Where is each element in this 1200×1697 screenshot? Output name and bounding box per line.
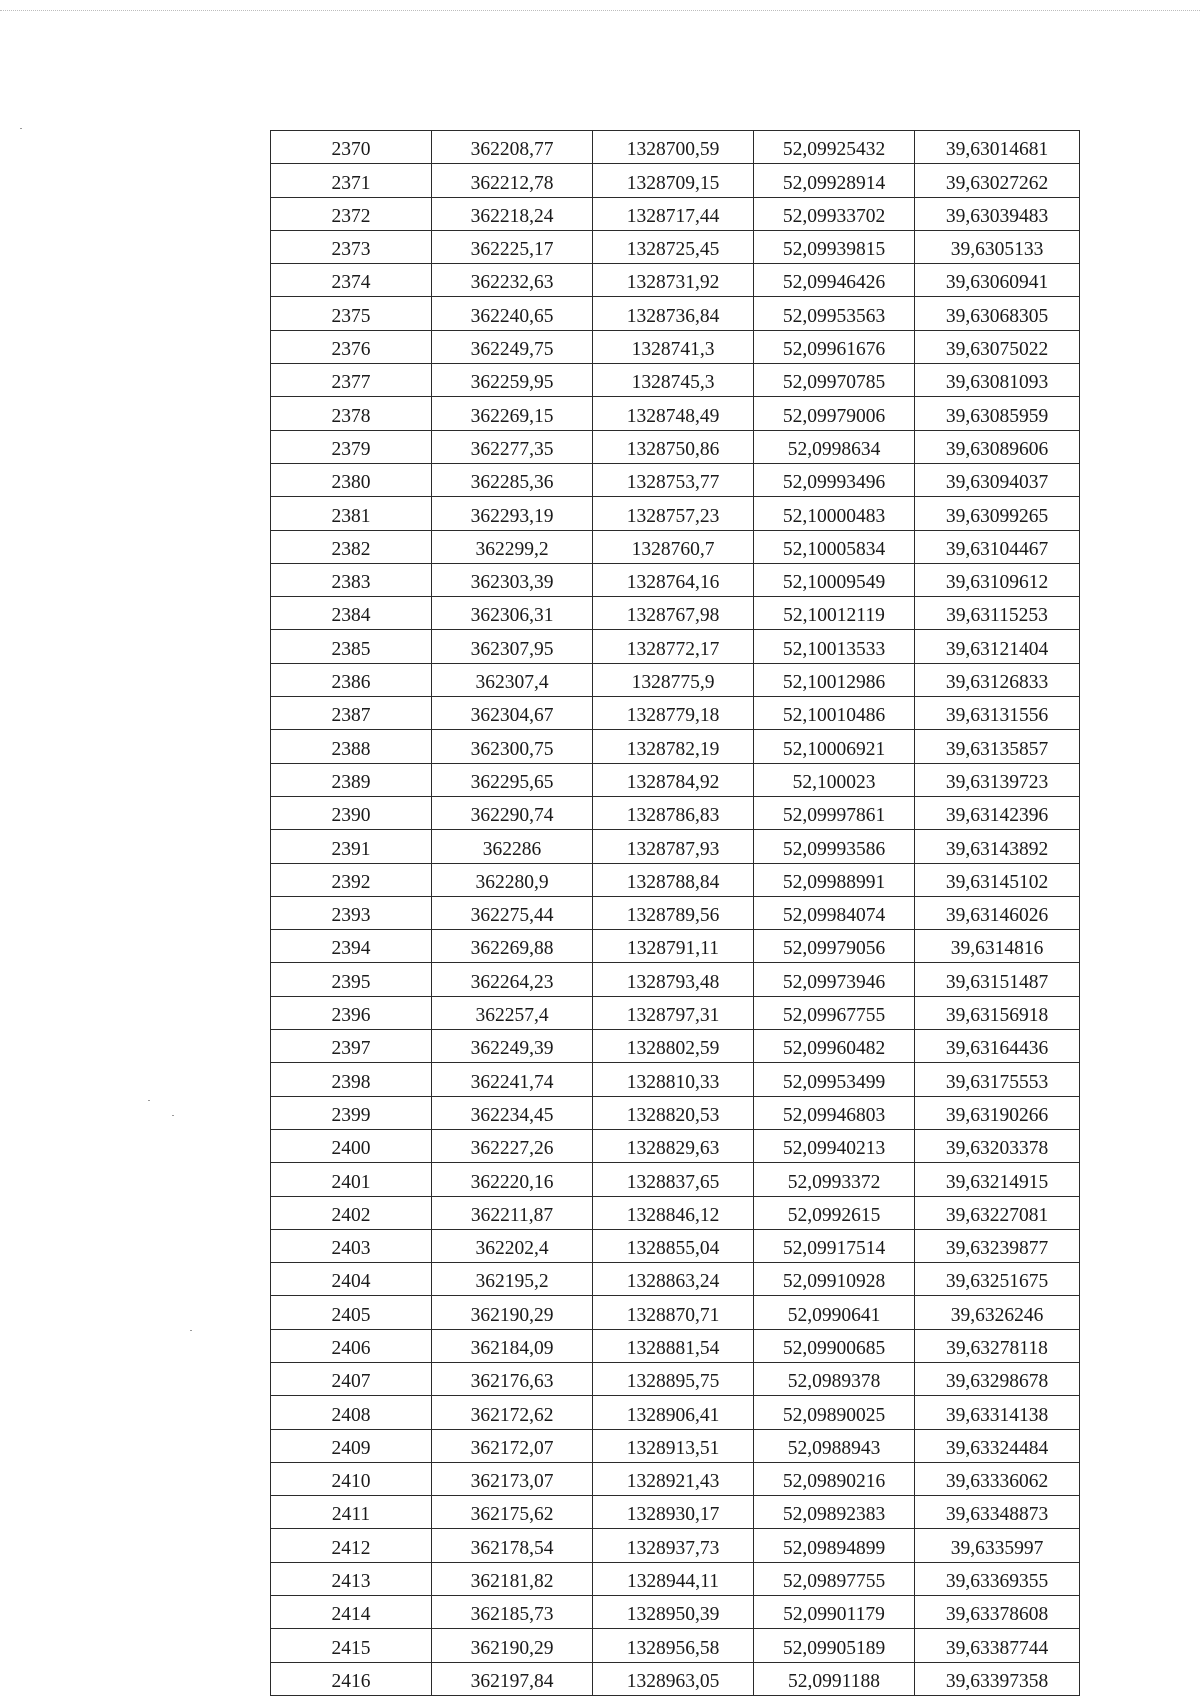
longitude-cell: 39,63094037	[915, 463, 1080, 496]
point-number-cell: 2415	[271, 1629, 432, 1662]
table-row	[271, 896, 1080, 929]
point-number-cell: 2403	[271, 1229, 432, 1262]
latitude-cell: 52,10006921	[754, 730, 915, 763]
table-row	[271, 330, 1080, 363]
latitude-cell: 52,09967755	[754, 996, 915, 1029]
y-coordinate-cell: 1328944,11	[593, 1562, 754, 1595]
table-row	[271, 597, 1080, 630]
point-number-cell: 2410	[271, 1462, 432, 1495]
x-coordinate-cell: 362307,4	[432, 663, 593, 696]
point-number-cell: 2398	[271, 1063, 432, 1096]
table-row	[271, 1596, 1080, 1629]
x-coordinate-cell: 362234,45	[432, 1096, 593, 1129]
x-coordinate-cell: 362290,74	[432, 796, 593, 829]
x-coordinate-cell: 362257,4	[432, 996, 593, 1029]
table-row	[271, 830, 1080, 863]
y-coordinate-cell: 1328937,73	[593, 1529, 754, 1562]
table-row	[271, 1229, 1080, 1262]
longitude-cell: 39,63109612	[915, 563, 1080, 596]
longitude-cell: 39,63214915	[915, 1163, 1080, 1196]
table-row	[271, 697, 1080, 730]
latitude-cell: 52,09979056	[754, 930, 915, 963]
latitude-cell: 52,09890025	[754, 1396, 915, 1429]
latitude-cell: 52,09993496	[754, 463, 915, 496]
longitude-cell: 39,63298678	[915, 1362, 1080, 1395]
latitude-cell: 52,09939815	[754, 230, 915, 263]
longitude-cell: 39,63135857	[915, 730, 1080, 763]
y-coordinate-cell: 1328870,71	[593, 1296, 754, 1329]
x-coordinate-cell: 362304,67	[432, 697, 593, 730]
scan-speck	[172, 1115, 174, 1116]
table-row	[271, 164, 1080, 197]
x-coordinate-cell: 362307,95	[432, 630, 593, 663]
point-number-cell: 2377	[271, 364, 432, 397]
point-number-cell: 2400	[271, 1129, 432, 1162]
latitude-cell: 52,0992615	[754, 1196, 915, 1229]
x-coordinate-cell: 362185,73	[432, 1596, 593, 1629]
latitude-cell: 52,09953499	[754, 1063, 915, 1096]
table-row	[271, 1362, 1080, 1395]
y-coordinate-cell: 1328717,44	[593, 197, 754, 230]
y-coordinate-cell: 1328782,19	[593, 730, 754, 763]
scan-edge-line	[0, 10, 1200, 11]
x-coordinate-cell: 362190,29	[432, 1629, 593, 1662]
longitude-cell: 39,63146026	[915, 896, 1080, 929]
point-number-cell: 2376	[271, 330, 432, 363]
coordinates-table-body	[271, 131, 1080, 1696]
y-coordinate-cell: 1328779,18	[593, 697, 754, 730]
x-coordinate-cell: 362269,15	[432, 397, 593, 430]
y-coordinate-cell: 1328784,92	[593, 763, 754, 796]
latitude-cell: 52,09905189	[754, 1629, 915, 1662]
longitude-cell: 39,63068305	[915, 297, 1080, 330]
longitude-cell: 39,63278118	[915, 1329, 1080, 1362]
y-coordinate-cell: 1328748,49	[593, 397, 754, 430]
table-row	[271, 796, 1080, 829]
latitude-cell: 52,09892383	[754, 1496, 915, 1529]
point-number-cell: 2406	[271, 1329, 432, 1362]
longitude-cell: 39,63203378	[915, 1129, 1080, 1162]
y-coordinate-cell: 1328863,24	[593, 1263, 754, 1296]
longitude-cell: 39,63104467	[915, 530, 1080, 563]
x-coordinate-cell: 362212,78	[432, 164, 593, 197]
table-row	[271, 1163, 1080, 1196]
latitude-cell: 52,09900685	[754, 1329, 915, 1362]
table-row	[271, 1129, 1080, 1162]
table-row	[271, 197, 1080, 230]
y-coordinate-cell: 1328725,45	[593, 230, 754, 263]
coordinates-table	[270, 130, 1080, 1696]
table-row	[271, 1462, 1080, 1495]
longitude-cell: 39,63081093	[915, 364, 1080, 397]
longitude-cell: 39,63369355	[915, 1562, 1080, 1595]
point-number-cell: 2374	[271, 264, 432, 297]
y-coordinate-cell: 1328802,59	[593, 1030, 754, 1063]
point-number-cell: 2402	[271, 1196, 432, 1229]
longitude-cell: 39,63075022	[915, 330, 1080, 363]
y-coordinate-cell: 1328709,15	[593, 164, 754, 197]
y-coordinate-cell: 1328757,23	[593, 497, 754, 530]
y-coordinate-cell: 1328791,11	[593, 930, 754, 963]
y-coordinate-cell: 1328797,31	[593, 996, 754, 1029]
x-coordinate-cell: 362211,87	[432, 1196, 593, 1229]
x-coordinate-cell: 362269,88	[432, 930, 593, 963]
table-row	[271, 463, 1080, 496]
x-coordinate-cell: 362303,39	[432, 563, 593, 596]
point-number-cell: 2394	[271, 930, 432, 963]
latitude-cell: 52,09917514	[754, 1229, 915, 1262]
point-number-cell: 2370	[271, 131, 432, 164]
longitude-cell: 39,63190266	[915, 1096, 1080, 1129]
x-coordinate-cell: 362275,44	[432, 896, 593, 929]
x-coordinate-cell: 362259,95	[432, 364, 593, 397]
scan-speck	[190, 1330, 192, 1331]
x-coordinate-cell: 362249,75	[432, 330, 593, 363]
x-coordinate-cell: 362202,4	[432, 1229, 593, 1262]
y-coordinate-cell: 1328731,92	[593, 264, 754, 297]
y-coordinate-cell: 1328760,7	[593, 530, 754, 563]
table-row	[271, 297, 1080, 330]
table-row	[271, 1496, 1080, 1529]
x-coordinate-cell: 362300,75	[432, 730, 593, 763]
table-row	[271, 1329, 1080, 1362]
table-row	[271, 1096, 1080, 1129]
y-coordinate-cell: 1328787,93	[593, 830, 754, 863]
point-number-cell: 2388	[271, 730, 432, 763]
longitude-cell: 39,63145102	[915, 863, 1080, 896]
y-coordinate-cell: 1328786,83	[593, 796, 754, 829]
latitude-cell: 52,0988943	[754, 1429, 915, 1462]
x-coordinate-cell: 362190,29	[432, 1296, 593, 1329]
point-number-cell: 2396	[271, 996, 432, 1029]
point-number-cell: 2375	[271, 297, 432, 330]
latitude-cell: 52,09946426	[754, 264, 915, 297]
latitude-cell: 52,10012986	[754, 663, 915, 696]
longitude-cell: 39,63175553	[915, 1063, 1080, 1096]
x-coordinate-cell: 362220,16	[432, 1163, 593, 1196]
longitude-cell: 39,6326246	[915, 1296, 1080, 1329]
table-row	[271, 1662, 1080, 1695]
x-coordinate-cell: 362173,07	[432, 1462, 593, 1495]
x-coordinate-cell: 362285,36	[432, 463, 593, 496]
latitude-cell: 52,09960482	[754, 1030, 915, 1063]
longitude-cell: 39,63039483	[915, 197, 1080, 230]
table-row	[271, 1396, 1080, 1429]
x-coordinate-cell: 362232,63	[432, 264, 593, 297]
latitude-cell: 52,09946803	[754, 1096, 915, 1129]
point-number-cell: 2401	[271, 1163, 432, 1196]
longitude-cell: 39,63089606	[915, 430, 1080, 463]
latitude-cell: 52,09894899	[754, 1529, 915, 1562]
point-number-cell: 2382	[271, 530, 432, 563]
x-coordinate-cell: 362264,23	[432, 963, 593, 996]
longitude-cell: 39,6335997	[915, 1529, 1080, 1562]
y-coordinate-cell: 1328829,63	[593, 1129, 754, 1162]
point-number-cell: 2383	[271, 563, 432, 596]
longitude-cell: 39,63336062	[915, 1462, 1080, 1495]
x-coordinate-cell: 362178,54	[432, 1529, 593, 1562]
point-number-cell: 2407	[271, 1362, 432, 1395]
x-coordinate-cell: 362176,63	[432, 1362, 593, 1395]
y-coordinate-cell: 1328930,17	[593, 1496, 754, 1529]
x-coordinate-cell: 362218,24	[432, 197, 593, 230]
latitude-cell: 52,09988991	[754, 863, 915, 896]
y-coordinate-cell: 1328772,17	[593, 630, 754, 663]
table-row	[271, 1629, 1080, 1662]
x-coordinate-cell: 362241,74	[432, 1063, 593, 1096]
longitude-cell: 39,63164436	[915, 1030, 1080, 1063]
latitude-cell: 52,10012119	[754, 597, 915, 630]
longitude-cell: 39,6305133	[915, 230, 1080, 263]
table-row	[271, 630, 1080, 663]
latitude-cell: 52,0998634	[754, 430, 915, 463]
table-row	[271, 563, 1080, 596]
table-row	[271, 397, 1080, 430]
longitude-cell: 39,63397358	[915, 1662, 1080, 1695]
latitude-cell: 52,09970785	[754, 364, 915, 397]
latitude-cell: 52,09925432	[754, 131, 915, 164]
latitude-cell: 52,100023	[754, 763, 915, 796]
table-row	[271, 1063, 1080, 1096]
y-coordinate-cell: 1328846,12	[593, 1196, 754, 1229]
latitude-cell: 52,09984074	[754, 896, 915, 929]
y-coordinate-cell: 1328745,3	[593, 364, 754, 397]
x-coordinate-cell: 362225,17	[432, 230, 593, 263]
latitude-cell: 52,10013533	[754, 630, 915, 663]
scan-speck	[20, 128, 22, 129]
x-coordinate-cell: 362280,9	[432, 863, 593, 896]
table-row	[271, 963, 1080, 996]
point-number-cell: 2378	[271, 397, 432, 430]
latitude-cell: 52,0989378	[754, 1362, 915, 1395]
longitude-cell: 39,63099265	[915, 497, 1080, 530]
point-number-cell: 2412	[271, 1529, 432, 1562]
x-coordinate-cell: 362208,77	[432, 131, 593, 164]
longitude-cell: 39,63314138	[915, 1396, 1080, 1429]
x-coordinate-cell: 362195,2	[432, 1263, 593, 1296]
latitude-cell: 52,09928914	[754, 164, 915, 197]
point-number-cell: 2411	[271, 1496, 432, 1529]
y-coordinate-cell: 1328963,05	[593, 1662, 754, 1695]
y-coordinate-cell: 1328913,51	[593, 1429, 754, 1462]
longitude-cell: 39,63142396	[915, 796, 1080, 829]
x-coordinate-cell: 362299,2	[432, 530, 593, 563]
latitude-cell: 52,0990641	[754, 1296, 915, 1329]
y-coordinate-cell: 1328750,86	[593, 430, 754, 463]
y-coordinate-cell: 1328855,04	[593, 1229, 754, 1262]
y-coordinate-cell: 1328700,59	[593, 131, 754, 164]
table-row	[271, 663, 1080, 696]
point-number-cell: 2387	[271, 697, 432, 730]
x-coordinate-cell: 362293,19	[432, 497, 593, 530]
latitude-cell: 52,10000483	[754, 497, 915, 530]
table-row	[271, 863, 1080, 896]
table-row	[271, 430, 1080, 463]
y-coordinate-cell: 1328895,75	[593, 1362, 754, 1395]
longitude-cell: 39,63115253	[915, 597, 1080, 630]
y-coordinate-cell: 1328753,77	[593, 463, 754, 496]
point-number-cell: 2372	[271, 197, 432, 230]
x-coordinate-cell: 362227,26	[432, 1129, 593, 1162]
y-coordinate-cell: 1328921,43	[593, 1462, 754, 1495]
longitude-cell: 39,63156918	[915, 996, 1080, 1029]
table-row	[271, 364, 1080, 397]
longitude-cell: 39,63239877	[915, 1229, 1080, 1262]
point-number-cell: 2371	[271, 164, 432, 197]
latitude-cell: 52,09993586	[754, 830, 915, 863]
table-row	[271, 230, 1080, 263]
table-row	[271, 1296, 1080, 1329]
longitude-cell: 39,63121404	[915, 630, 1080, 663]
table-row	[271, 930, 1080, 963]
x-coordinate-cell: 362175,62	[432, 1496, 593, 1529]
latitude-cell: 52,09901179	[754, 1596, 915, 1629]
point-number-cell: 2391	[271, 830, 432, 863]
point-number-cell: 2414	[271, 1596, 432, 1629]
y-coordinate-cell: 1328950,39	[593, 1596, 754, 1629]
x-coordinate-cell: 362172,62	[432, 1396, 593, 1429]
x-coordinate-cell: 362184,09	[432, 1329, 593, 1362]
latitude-cell: 52,09897755	[754, 1562, 915, 1595]
table-row	[271, 763, 1080, 796]
table-row	[271, 1562, 1080, 1595]
latitude-cell: 52,10005834	[754, 530, 915, 563]
y-coordinate-cell: 1328956,58	[593, 1629, 754, 1662]
longitude-cell: 39,6314816	[915, 930, 1080, 963]
point-number-cell: 2395	[271, 963, 432, 996]
point-number-cell: 2409	[271, 1429, 432, 1462]
x-coordinate-cell: 362181,82	[432, 1562, 593, 1595]
latitude-cell: 52,09961676	[754, 330, 915, 363]
latitude-cell: 52,09933702	[754, 197, 915, 230]
scan-speck	[148, 1100, 150, 1101]
latitude-cell: 52,09910928	[754, 1263, 915, 1296]
y-coordinate-cell: 1328764,16	[593, 563, 754, 596]
x-coordinate-cell: 362172,07	[432, 1429, 593, 1462]
longitude-cell: 39,63085959	[915, 397, 1080, 430]
x-coordinate-cell: 362197,84	[432, 1662, 593, 1695]
y-coordinate-cell: 1328741,3	[593, 330, 754, 363]
y-coordinate-cell: 1328810,33	[593, 1063, 754, 1096]
point-number-cell: 2393	[271, 896, 432, 929]
y-coordinate-cell: 1328775,9	[593, 663, 754, 696]
y-coordinate-cell: 1328767,98	[593, 597, 754, 630]
longitude-cell: 39,63324484	[915, 1429, 1080, 1462]
point-number-cell: 2405	[271, 1296, 432, 1329]
y-coordinate-cell: 1328736,84	[593, 297, 754, 330]
y-coordinate-cell: 1328837,65	[593, 1163, 754, 1196]
point-number-cell: 2399	[271, 1096, 432, 1129]
latitude-cell: 52,0991188	[754, 1662, 915, 1695]
point-number-cell: 2413	[271, 1562, 432, 1595]
longitude-cell: 39,63014681	[915, 131, 1080, 164]
point-number-cell: 2381	[271, 497, 432, 530]
x-coordinate-cell: 362277,35	[432, 430, 593, 463]
latitude-cell: 52,09979006	[754, 397, 915, 430]
table-row	[271, 131, 1080, 164]
table-row	[271, 996, 1080, 1029]
latitude-cell: 52,09890216	[754, 1462, 915, 1495]
table-row	[271, 1263, 1080, 1296]
point-number-cell: 2385	[271, 630, 432, 663]
latitude-cell: 52,0993372	[754, 1163, 915, 1196]
latitude-cell: 52,10009549	[754, 563, 915, 596]
table-row	[271, 1196, 1080, 1229]
longitude-cell: 39,63348873	[915, 1496, 1080, 1529]
x-coordinate-cell: 362286	[432, 830, 593, 863]
longitude-cell: 39,63227081	[915, 1196, 1080, 1229]
table-row	[271, 1030, 1080, 1063]
longitude-cell: 39,63143892	[915, 830, 1080, 863]
point-number-cell: 2390	[271, 796, 432, 829]
longitude-cell: 39,63027262	[915, 164, 1080, 197]
point-number-cell: 2384	[271, 597, 432, 630]
y-coordinate-cell: 1328906,41	[593, 1396, 754, 1429]
latitude-cell: 52,09940213	[754, 1129, 915, 1162]
table-row	[271, 1429, 1080, 1462]
y-coordinate-cell: 1328793,48	[593, 963, 754, 996]
x-coordinate-cell: 362295,65	[432, 763, 593, 796]
longitude-cell: 39,63131556	[915, 697, 1080, 730]
table-row	[271, 1529, 1080, 1562]
point-number-cell: 2416	[271, 1662, 432, 1695]
x-coordinate-cell: 362249,39	[432, 1030, 593, 1063]
y-coordinate-cell: 1328789,56	[593, 896, 754, 929]
y-coordinate-cell: 1328881,54	[593, 1329, 754, 1362]
point-number-cell: 2392	[271, 863, 432, 896]
point-number-cell: 2386	[271, 663, 432, 696]
table-row	[271, 730, 1080, 763]
longitude-cell: 39,63139723	[915, 763, 1080, 796]
point-number-cell: 2373	[271, 230, 432, 263]
x-coordinate-cell: 362306,31	[432, 597, 593, 630]
latitude-cell: 52,09997861	[754, 796, 915, 829]
y-coordinate-cell: 1328788,84	[593, 863, 754, 896]
point-number-cell: 2380	[271, 463, 432, 496]
latitude-cell: 52,09973946	[754, 963, 915, 996]
point-number-cell: 2397	[271, 1030, 432, 1063]
point-number-cell: 2404	[271, 1263, 432, 1296]
longitude-cell: 39,63060941	[915, 264, 1080, 297]
table-row	[271, 264, 1080, 297]
table-row	[271, 497, 1080, 530]
table-row	[271, 530, 1080, 563]
point-number-cell: 2389	[271, 763, 432, 796]
longitude-cell: 39,63387744	[915, 1629, 1080, 1662]
latitude-cell: 52,09953563	[754, 297, 915, 330]
x-coordinate-cell: 362240,65	[432, 297, 593, 330]
latitude-cell: 52,10010486	[754, 697, 915, 730]
y-coordinate-cell: 1328820,53	[593, 1096, 754, 1129]
longitude-cell: 39,63378608	[915, 1596, 1080, 1629]
point-number-cell: 2379	[271, 430, 432, 463]
longitude-cell: 39,63126833	[915, 663, 1080, 696]
longitude-cell: 39,63251675	[915, 1263, 1080, 1296]
longitude-cell: 39,63151487	[915, 963, 1080, 996]
point-number-cell: 2408	[271, 1396, 432, 1429]
